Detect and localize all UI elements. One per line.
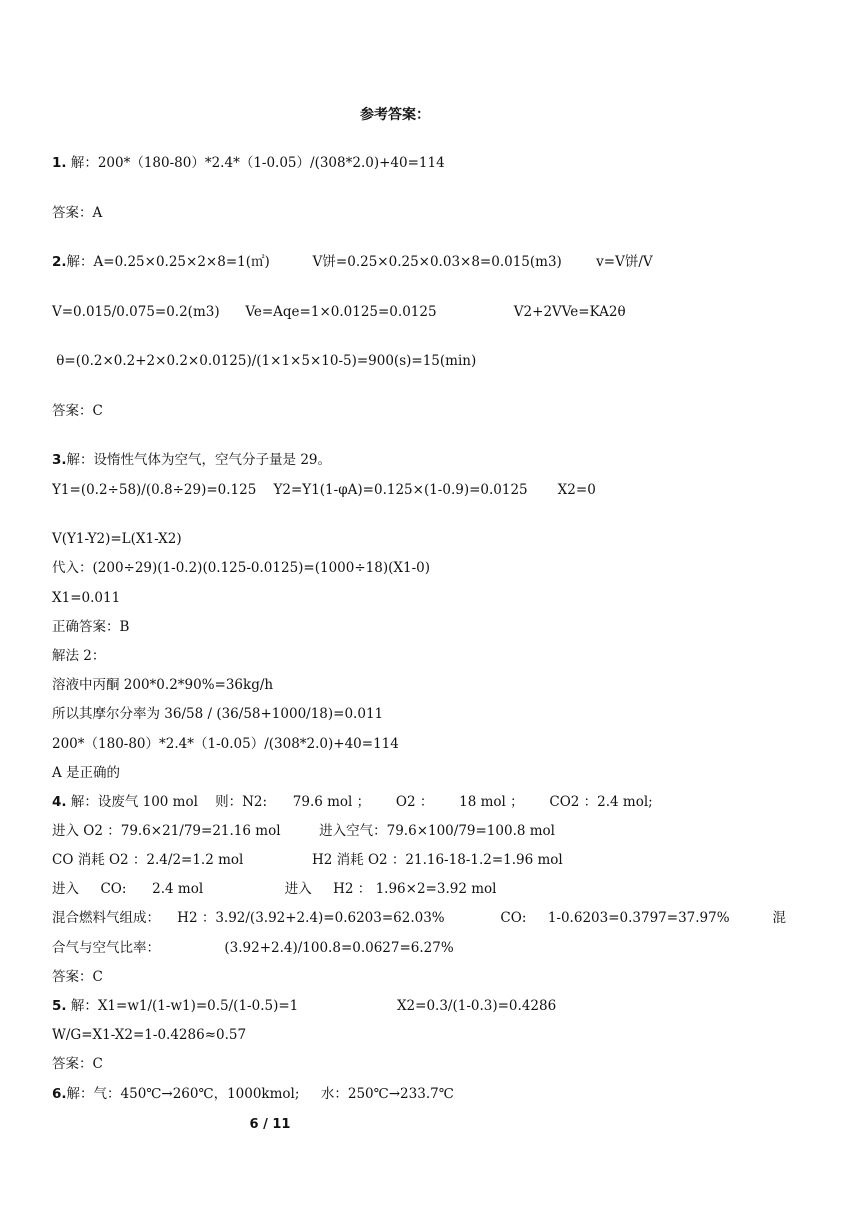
page-title: 参考答案： — [360, 107, 430, 123]
q5-solution-1: 解：X1=w1/(1-w1)=0.5/(1-0.5)=1 X2=0.3/(1-0.3)=0.4286 — [66, 998, 557, 1014]
q6-line-1 — [52, 1085, 454, 1103]
q3-line-6: 正确答案：B — [52, 619, 130, 635]
q4-line-1 — [52, 793, 653, 811]
q4-line-2: 进入 O2 ：79.6×21/79=21.16 mol 进入空气：79.6×100/79=100.8 mol — [52, 823, 555, 839]
q3-line-10: 200*（180-80）*2.4*（1-0.05）/(308*2.0)+40=114 — [52, 736, 399, 752]
q4-solution-1: 解：设废气 100 mol 则：N2: 79.6 mol ； O2 ： 18 mol ； CO2 ：2.4 mol; — [66, 794, 653, 810]
q3-line-1 — [52, 451, 331, 469]
q3-line-5: X1=0.011 — [52, 590, 121, 606]
q2-line-3: θ=(0.2×0.2+2×0.2×0.0125)/(1×1×5×10-5)=900(s)=15(min) — [52, 353, 477, 369]
q3-solution-1: 解：设惰性气体为空气，空气分子量是 29。 — [66, 452, 332, 468]
q2-answer: 答案：C — [52, 403, 103, 419]
q2-line-2: V=0.015/0.075=0.2(m3) Ve=Aqe=1×0.0125=0.0125 V2+2VVe=KA2θ — [52, 304, 626, 320]
q2-solution-1: 解：A=0.25×0.25×2×8=1(㎡) V饼=0.25×0.25×0.03×8=0.015(m3) v=V饼/V — [66, 254, 653, 270]
q2-line-1 — [52, 253, 653, 271]
q4-line-4: 进入 CO: 2.4 mol 进入 H2 ： 1.96×2=3.92 mol — [52, 881, 497, 897]
q1-number: 1. — [52, 155, 67, 171]
q5-number: 5. — [52, 998, 67, 1014]
q2-number: 2. — [52, 254, 67, 270]
q1-solution: 解：200*（180-80）*2.4*（1-0.05）/(308*2.0)+40=114 — [66, 155, 445, 171]
page-number: 6 / 11 — [249, 1117, 291, 1132]
q4-line-5: 混合燃料气组成： H2 ：3.92/(3.92+2.4)=0.6203=62.03% CO: 1-0.6203=0.3797=37.97% 混 — [52, 910, 786, 926]
q3-line-3: V(Y1-Y2)=L(X1-X2) — [52, 531, 182, 547]
q5-answer: 答案：C — [52, 1056, 103, 1072]
q6-solution-1: 解：气：450℃→260℃，1000kmol; 水：250℃→233.7℃ — [66, 1086, 454, 1102]
q5-line-1 — [52, 997, 556, 1015]
q3-line-7: 解法 2： — [52, 648, 106, 664]
q4-line-3: CO 消耗 O2 ：2.4/2=1.2 mol H2 消耗 O2 ：21.16-18-1.2=1.96 mol — [52, 852, 563, 868]
q1-answer: 答案：A — [52, 205, 103, 221]
q3-line-11: A 是正确的 — [52, 765, 121, 781]
q3-line-8: 溶液中丙酮 200*0.2*90%=36kg/h — [52, 677, 274, 693]
q4-answer: 答案：C — [52, 969, 103, 985]
q1-line — [52, 154, 445, 172]
q3-line-9: 所以其摩尔分率为 36/58 / (36/58+1000/18)=0.011 — [52, 706, 384, 722]
q3-line-2: Y1=(0.2÷58)/(0.8÷29)=0.125 Y2=Y1(1-φA)=0.125×(1-0.9)=0.0125 X2=0 — [52, 482, 596, 498]
q5-line-2: W/G=X1-X2=1-0.4286≈0.57 — [52, 1027, 247, 1043]
q3-line-4: 代入：(200÷29)(1-0.2)(0.125-0.0125)=(1000÷18)(X1-0) — [52, 560, 430, 576]
q3-number: 3. — [52, 452, 67, 468]
q4-number: 4. — [52, 794, 67, 810]
q6-number: 6. — [52, 1086, 67, 1102]
q4-line-6: 合气与空气比率： (3.92+2.4)/100.8=0.0627=6.27% — [52, 940, 454, 956]
